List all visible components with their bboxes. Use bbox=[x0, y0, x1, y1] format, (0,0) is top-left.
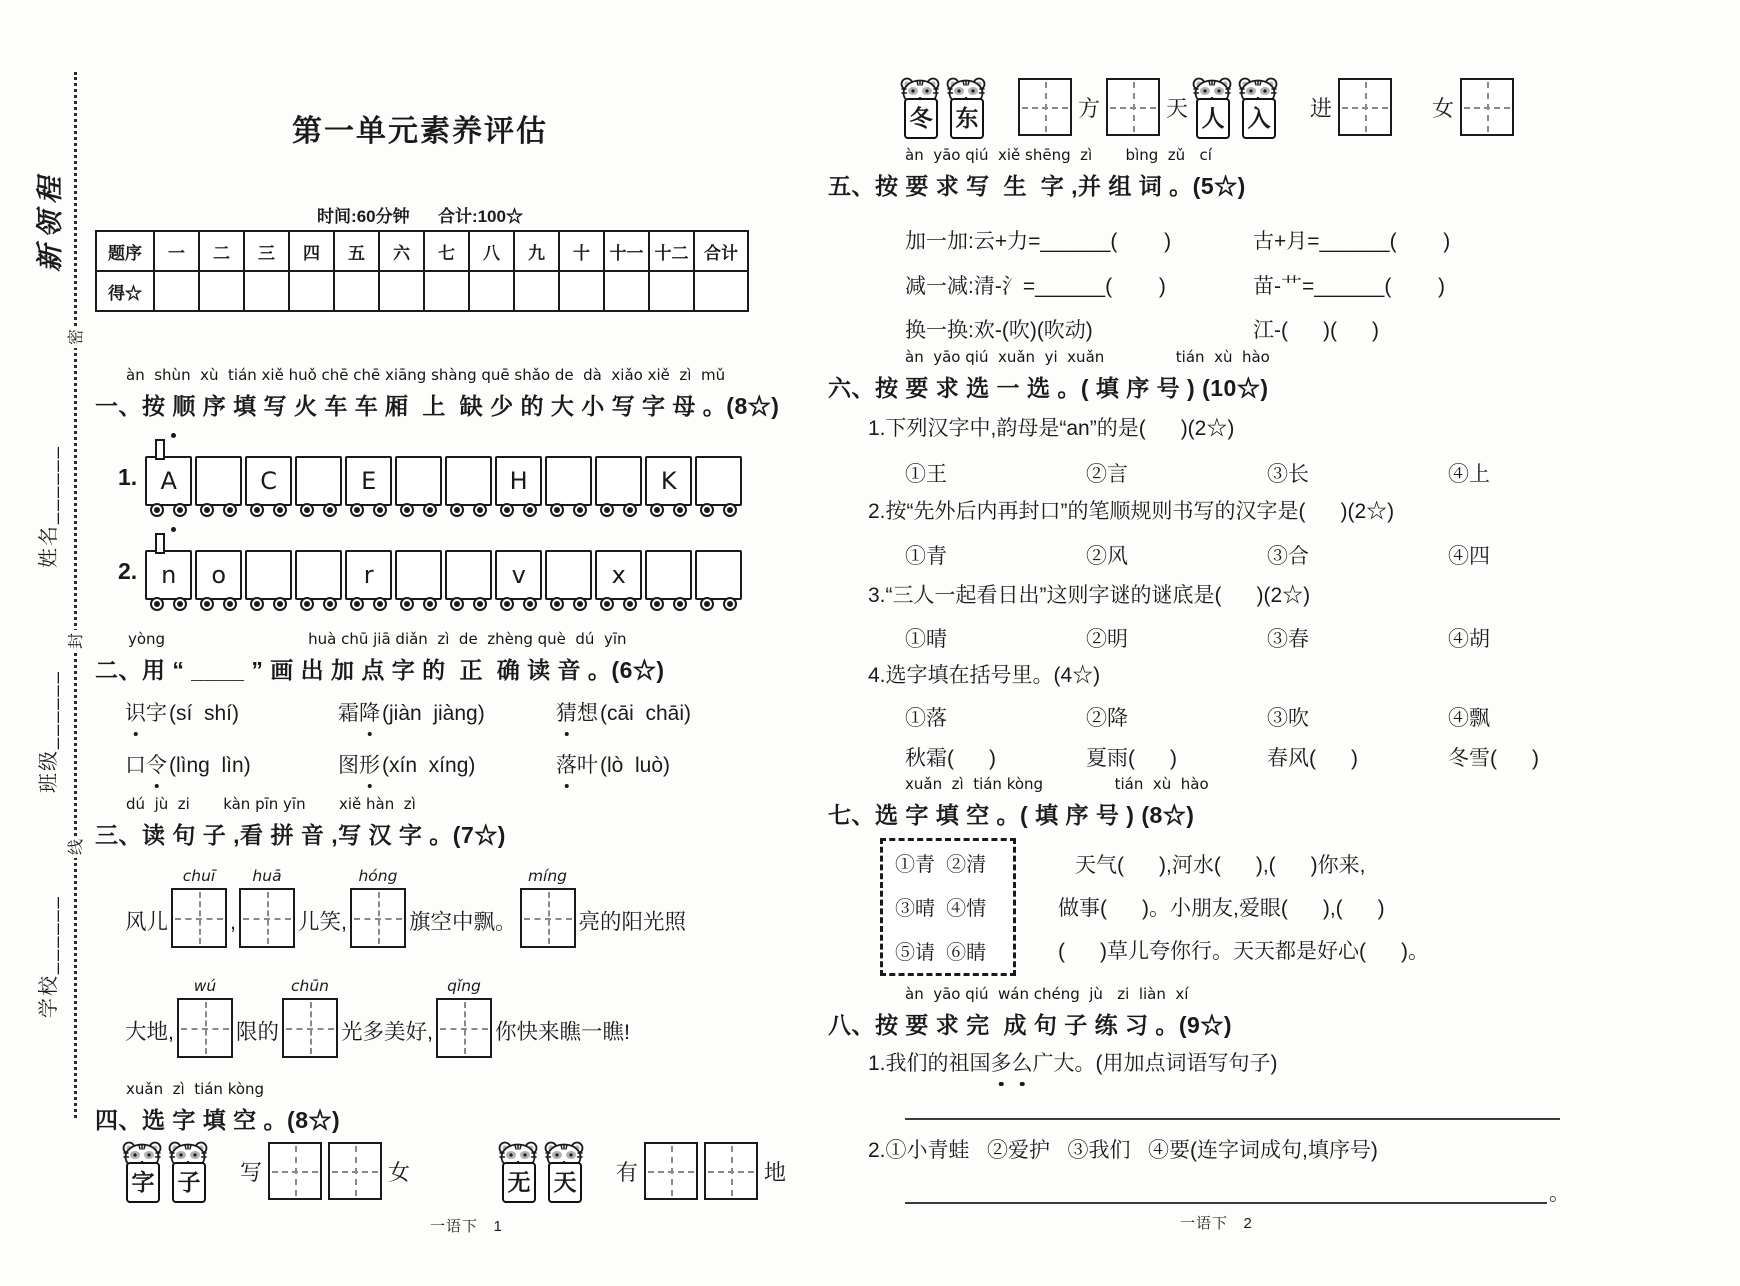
train-2-cars bbox=[145, 550, 742, 600]
section-4-heading: 四、选 字 填 空 。(8☆) bbox=[95, 1107, 341, 1133]
train-2-label: 2. bbox=[118, 558, 138, 584]
score-cell[interactable] bbox=[649, 271, 694, 311]
section-8-pinyin: àn yāo qiú wán chéng jù zi liàn xí bbox=[905, 985, 1189, 1003]
character-writing-box[interactable] bbox=[1338, 78, 1392, 136]
option[interactable]: ④上 bbox=[1448, 463, 1490, 486]
section-4-pinyin: xuǎn zì tián kòng bbox=[126, 1080, 265, 1098]
pinyin-hint: míng bbox=[527, 867, 568, 885]
answer-box-group bbox=[520, 868, 576, 948]
question-4-fill-blanks bbox=[905, 742, 1629, 772]
pinyin-hint: chūn bbox=[291, 977, 329, 995]
score-cell[interactable] bbox=[289, 271, 334, 311]
tiger-mascot bbox=[122, 1140, 162, 1202]
question-4: 4.选字填在括号里。(4☆) bbox=[868, 664, 1101, 687]
character-writing-box[interactable] bbox=[1460, 78, 1514, 136]
train-car: r bbox=[345, 550, 392, 600]
option[interactable]: ④胡 bbox=[1448, 628, 1490, 651]
tiger-sign-char: 天 bbox=[548, 1162, 582, 1203]
question-1: 1.下列汉字中,韵母是“an”的是( )(2☆) bbox=[868, 417, 1235, 440]
tiger-sign-char: 无 bbox=[502, 1162, 536, 1203]
score-cell[interactable] bbox=[379, 271, 424, 311]
score-header-cell: 六 bbox=[379, 231, 424, 271]
section-6-heading: 六、按 要 求 选 一 选 。( 填 序 号 ) (10☆) bbox=[828, 375, 1269, 401]
answer-box-group bbox=[177, 978, 233, 1058]
character-writing-box[interactable] bbox=[282, 998, 338, 1058]
answer-box-group bbox=[171, 868, 227, 948]
dotted-word-item: 识字(sí shí) bbox=[125, 700, 239, 727]
sentence-text: 亮的阳光照 bbox=[578, 909, 687, 934]
section-2-heading: 二、用 “ ____ ” 画 出 加 点 字 的 正 确 读 音 。(6☆) bbox=[95, 657, 665, 683]
option[interactable]: ②言 bbox=[1086, 463, 1128, 486]
page-2-footer: 一语下 2 bbox=[1180, 1215, 1253, 1232]
train-car-blank[interactable] bbox=[395, 456, 442, 506]
pinyin-hint: huā bbox=[252, 867, 282, 885]
fill-blank[interactable]: 夏雨( ) bbox=[1086, 747, 1177, 770]
section-7-pinyin: xuǎn zì tián kòng tián xù hào bbox=[905, 775, 1209, 793]
choose-character-group-1 bbox=[122, 1140, 410, 1202]
score-header-cell: 二 bbox=[199, 231, 244, 271]
score-value-row bbox=[96, 271, 748, 311]
train-car: E bbox=[345, 456, 392, 506]
choice-row: ①青 ②清 bbox=[895, 854, 987, 876]
score-header-cell: 三 bbox=[244, 231, 289, 271]
score-cell[interactable] bbox=[424, 271, 469, 311]
sentence-text: 儿笑, bbox=[298, 909, 347, 934]
train-car-blank[interactable] bbox=[245, 550, 292, 600]
character-writing-box[interactable] bbox=[1018, 78, 1072, 136]
section-1-heading: 一、按 顺 序 填 写 火 车 车 厢 上 缺 少 的 大 小 写 字 母 。(8☆) bbox=[95, 393, 780, 419]
train-car: H bbox=[495, 456, 542, 506]
answer-line[interactable] bbox=[905, 1202, 1547, 1204]
score-cell[interactable] bbox=[244, 271, 289, 311]
time-and-total: 时间:60分钟 合计:100☆ bbox=[317, 207, 523, 226]
tiger-mascot bbox=[544, 1140, 584, 1202]
fill-blank[interactable]: 春风( ) bbox=[1267, 747, 1358, 770]
train-car-blank[interactable] bbox=[545, 456, 592, 506]
score-cell[interactable] bbox=[154, 271, 199, 311]
tiger-mascot bbox=[946, 76, 986, 138]
page-title: 第一单元素养评估 bbox=[292, 115, 548, 148]
train-car-blank[interactable] bbox=[295, 456, 342, 506]
tiger-sign-char: 子 bbox=[172, 1162, 206, 1203]
sentence-text: 风儿 bbox=[125, 909, 169, 934]
character-writing-box[interactable] bbox=[350, 888, 406, 948]
question-1-options bbox=[905, 458, 1629, 488]
section-3-pinyin: dú jù zi kàn pīn yīn xiě hàn zì bbox=[126, 795, 416, 813]
option[interactable]: ④四 bbox=[1448, 545, 1490, 568]
sentence-text: 旗空中飘。 bbox=[408, 909, 517, 934]
fill-text: 写 bbox=[240, 1159, 263, 1185]
train-1-cars bbox=[145, 456, 742, 506]
fill-blank[interactable]: 冬雪( ) bbox=[1448, 747, 1539, 770]
letter-train-uppercase bbox=[118, 456, 742, 506]
score-header-cell: 十二 bbox=[649, 231, 694, 271]
option[interactable]: ②降 bbox=[1086, 707, 1128, 730]
question-3: 3.“三人一起看日出”这则字谜的谜底是( )(2☆) bbox=[868, 584, 1311, 607]
section-2-pinyin: yòng huà chū jiā diǎn zì de zhèng què dú yīn bbox=[128, 630, 627, 648]
sentence-question-2: 2.①小青蛙 ②爱护 ③我们 ④要(连字词成句,填序号) bbox=[868, 1139, 1378, 1162]
fill-line-1[interactable]: 天气( ),河水( ),( )你来, bbox=[1075, 854, 1366, 877]
fill-blank[interactable]: 秋霜( ) bbox=[905, 747, 996, 770]
option[interactable]: ③合 bbox=[1267, 545, 1309, 568]
answer-line[interactable] bbox=[905, 1118, 1560, 1120]
answer-box-group bbox=[282, 978, 338, 1058]
remove-stroke-item[interactable]: 减一减:清-氵=______( ) bbox=[905, 275, 1166, 298]
train-1-label: 1. bbox=[118, 464, 138, 490]
score-row-label: 得☆ bbox=[96, 271, 154, 311]
score-cell[interactable] bbox=[469, 271, 514, 311]
train-car: K bbox=[645, 456, 692, 506]
train-car-blank[interactable] bbox=[645, 550, 692, 600]
dotted-word-item: 落叶(lò luò) bbox=[556, 752, 670, 779]
score-cell[interactable] bbox=[334, 271, 379, 311]
train-car-blank[interactable] bbox=[545, 550, 592, 600]
fill-text: 女 bbox=[388, 1159, 411, 1185]
score-header-cell: 题序 bbox=[96, 231, 154, 271]
train-car-blank[interactable] bbox=[395, 550, 442, 600]
character-writing-box[interactable] bbox=[177, 998, 233, 1058]
add-stroke-item[interactable]: 加一加:云+力=______( ) bbox=[905, 230, 1172, 253]
question-3-options bbox=[905, 623, 1629, 653]
option[interactable]: ③吹 bbox=[1267, 707, 1309, 730]
character-writing-box[interactable] bbox=[239, 888, 295, 948]
seal-char-mi: 密 bbox=[62, 326, 87, 348]
score-table bbox=[95, 230, 749, 312]
dotted-word-item: 口令(lìng lìn) bbox=[125, 752, 251, 779]
section-5-heading: 五、按 要 求 写 生 字 ,并 组 词 。(5☆) bbox=[828, 173, 1246, 199]
add-stroke-item[interactable]: 古+月=______( ) bbox=[1253, 230, 1451, 253]
score-cell[interactable] bbox=[559, 271, 604, 311]
school-field[interactable]: 学校______ bbox=[38, 895, 60, 1018]
fill-text: 地 bbox=[764, 1159, 787, 1185]
option[interactable]: ④飘 bbox=[1448, 707, 1490, 730]
class-field[interactable]: 班级______ bbox=[38, 670, 60, 793]
option[interactable]: ①青 bbox=[905, 545, 947, 568]
remove-stroke-item[interactable]: 苗-艹=______( ) bbox=[1253, 275, 1445, 298]
character-writing-box[interactable] bbox=[644, 1142, 698, 1200]
score-header-cell: 合计 bbox=[694, 231, 748, 271]
train-car: v bbox=[495, 550, 542, 600]
answer-box-group bbox=[436, 978, 492, 1058]
train-car: x bbox=[595, 550, 642, 600]
fill-text: 方 bbox=[1078, 95, 1101, 121]
dotted-word-item: 猜想(cāi chāi) bbox=[556, 700, 691, 727]
score-cell[interactable] bbox=[694, 271, 748, 311]
tiger-sign-char: 字 bbox=[126, 1162, 160, 1203]
tiger-sign-char: 入 bbox=[1242, 98, 1276, 139]
choice-row: ③晴 ④情 bbox=[895, 898, 987, 920]
answer-box-group bbox=[350, 868, 406, 948]
fill-line-3[interactable]: ( )草儿夸你行。天天都是好心( )。 bbox=[1058, 940, 1429, 963]
option[interactable]: ②明 bbox=[1086, 628, 1128, 651]
character-writing-box[interactable] bbox=[704, 1142, 758, 1200]
tiger-mascot bbox=[1192, 76, 1232, 138]
fill-sentence-2 bbox=[125, 978, 630, 1058]
train-car-blank[interactable] bbox=[595, 456, 642, 506]
top-choose-group-1 bbox=[900, 76, 1188, 138]
seal-char-xian: 线 bbox=[62, 836, 87, 858]
score-cell[interactable] bbox=[604, 271, 649, 311]
question-4-options bbox=[905, 702, 1629, 732]
fill-line-2[interactable]: 做事( )。小朋友,爱眼( ),( ) bbox=[1058, 897, 1385, 920]
score-header-row bbox=[96, 231, 748, 271]
score-cell[interactable] bbox=[514, 271, 559, 311]
train-car: o bbox=[195, 550, 242, 600]
pinyin-hint: qǐng bbox=[447, 977, 481, 995]
name-field[interactable]: 姓名______ bbox=[38, 445, 60, 568]
brand-logo: 新领程 bbox=[35, 170, 65, 272]
answer-box-group bbox=[239, 868, 295, 948]
question-2-options bbox=[905, 540, 1629, 570]
section-7-heading: 七、选 字 填 空 。( 填 序 号 ) (8☆) bbox=[828, 802, 1195, 828]
choose-character-group-2 bbox=[498, 1140, 786, 1202]
choice-row: ⑤请 ⑥睛 bbox=[895, 942, 987, 964]
score-header-cell: 十一 bbox=[604, 231, 649, 271]
sentence-text: 你快来瞧一瞧! bbox=[494, 1019, 630, 1044]
option[interactable]: ①落 bbox=[905, 707, 947, 730]
sentence-text: 大地, bbox=[125, 1019, 174, 1044]
option[interactable]: ③春 bbox=[1267, 628, 1309, 651]
seal-char-feng: 封 bbox=[62, 630, 87, 652]
section-1-pinyin: àn shùn xù tián xiě huǒ chē chē xiāng shàng quē shǎo de dà xiǎo xiě zì mǔ bbox=[126, 366, 726, 384]
score-header-cell: 八 bbox=[469, 231, 514, 271]
train-car-blank[interactable] bbox=[195, 456, 242, 506]
character-writing-box[interactable] bbox=[171, 888, 227, 948]
train-car: n bbox=[145, 550, 192, 600]
section-3-heading: 三、读 句 子 ,看 拼 音 ,写 汉 字 。(7☆) bbox=[95, 822, 506, 848]
tiger-sign-char: 冬 bbox=[904, 98, 938, 139]
train-car: C bbox=[245, 456, 292, 506]
sentence-text: 光多美好, bbox=[341, 1019, 433, 1044]
section-6-pinyin: àn yāo qiú xuǎn yi xuǎn tián xù hào bbox=[905, 348, 1270, 366]
fill-text: 天 bbox=[1166, 95, 1189, 121]
character-writing-box[interactable] bbox=[520, 888, 576, 948]
option[interactable]: ①王 bbox=[905, 463, 947, 486]
train-car: A bbox=[145, 456, 192, 506]
fill-text: 有 bbox=[616, 1159, 639, 1185]
score-header-cell: 七 bbox=[424, 231, 469, 271]
score-header-cell: 五 bbox=[334, 231, 379, 271]
sentence-text: 限的 bbox=[235, 1019, 279, 1044]
sentence-text: , bbox=[230, 909, 236, 934]
dotted-word-item: 图形(xín xíng) bbox=[338, 752, 475, 779]
score-header-cell: 一 bbox=[154, 231, 199, 271]
train-car-blank[interactable] bbox=[695, 550, 742, 600]
letter-train-lowercase bbox=[118, 550, 742, 600]
pinyin-hint: hóng bbox=[358, 867, 398, 885]
character-choice-box bbox=[880, 838, 1016, 976]
train-car-blank[interactable] bbox=[445, 550, 492, 600]
dotted-word-item: 霜降(jiàn jiàng) bbox=[338, 700, 485, 727]
question-2: 2.按“先外后内再封口”的笔顺规则书写的汉字是( )(2☆) bbox=[868, 500, 1395, 523]
fill-sentence-1 bbox=[125, 868, 686, 948]
score-header-cell: 十 bbox=[559, 231, 604, 271]
sentence-question-1: 1.我们的祖国多么广大。(用加点词语写句子) bbox=[868, 1050, 1278, 1077]
character-writing-box[interactable] bbox=[436, 998, 492, 1058]
train-car-blank[interactable] bbox=[445, 456, 492, 506]
tiger-mascot bbox=[1238, 76, 1278, 138]
character-writing-box[interactable] bbox=[1106, 78, 1160, 136]
fill-text: 女 bbox=[1432, 95, 1455, 121]
score-header-cell: 四 bbox=[289, 231, 334, 271]
option[interactable]: ②风 bbox=[1086, 545, 1128, 568]
tiger-sign-char: 人 bbox=[1196, 98, 1230, 139]
section-5-pinyin: àn yāo qiú xiě shēng zì bìng zǔ cí bbox=[905, 146, 1212, 164]
score-header-cell: 九 bbox=[514, 231, 559, 271]
seal-dotted-line bbox=[74, 72, 77, 1118]
pinyin-hint: chuī bbox=[182, 867, 216, 885]
swap-stroke-item: 换一换:欢-(吹)(吹动) bbox=[905, 319, 1093, 342]
character-writing-box[interactable] bbox=[328, 1142, 382, 1200]
tiger-mascot bbox=[498, 1140, 538, 1202]
page-1-footer: 一语下 1 bbox=[430, 1218, 503, 1235]
pinyin-hint: wú bbox=[193, 977, 217, 995]
section-8-heading: 八、按 要 求 完 成 句 子 练 习 。(9☆) bbox=[828, 1012, 1233, 1038]
tiger-sign-char: 东 bbox=[950, 98, 984, 139]
train-car-blank[interactable] bbox=[695, 456, 742, 506]
tiger-mascot bbox=[168, 1140, 208, 1202]
option[interactable]: ①晴 bbox=[905, 628, 947, 651]
option[interactable]: ③长 bbox=[1267, 463, 1309, 486]
top-choose-group-2 bbox=[1192, 76, 1514, 138]
swap-stroke-item[interactable]: 江-( )( ) bbox=[1253, 319, 1379, 342]
tiger-mascot bbox=[900, 76, 940, 138]
score-cell[interactable] bbox=[199, 271, 244, 311]
character-writing-box[interactable] bbox=[268, 1142, 322, 1200]
sentence-period: 。 bbox=[1549, 1182, 1570, 1205]
train-car-blank[interactable] bbox=[295, 550, 342, 600]
fill-text: 进 bbox=[1310, 95, 1333, 121]
